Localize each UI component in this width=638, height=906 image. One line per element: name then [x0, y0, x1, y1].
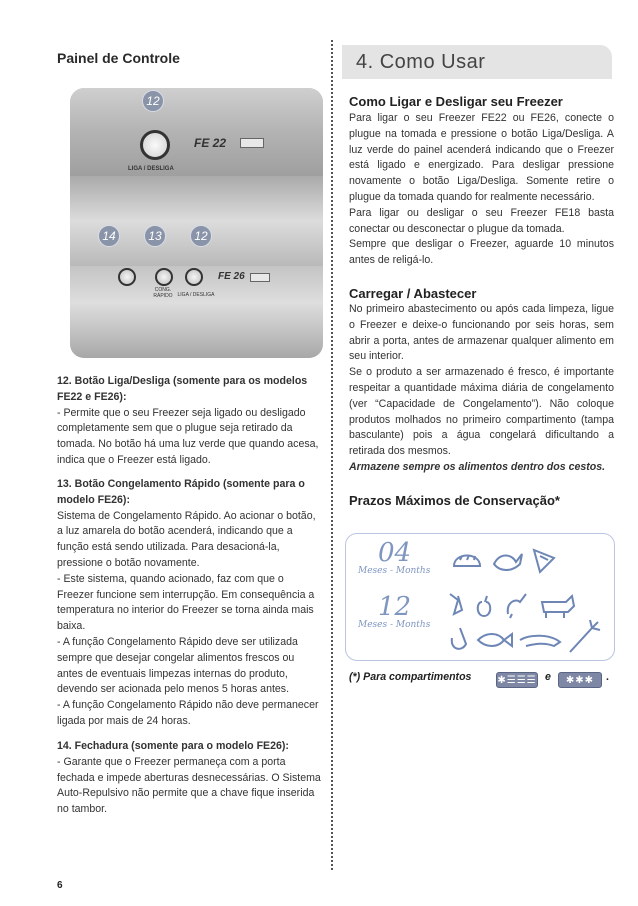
months-12-label: Meses - Months: [358, 620, 431, 630]
fish-icon: [478, 634, 512, 646]
item-14-body: - Garante que o Freezer permaneça com a porta fechada e impede aberturas desnecessárias. O Sistema Auto-Repulsivo não permite que a chave fique inserida no tambor.: [57, 755, 321, 816]
panel-indicator-fe22: [240, 138, 264, 148]
model-label-fe22: FE 22: [194, 136, 227, 150]
heading-on-off: Como Ligar e Desligar seu Freezer: [349, 94, 563, 109]
item-13-body-1: Sistema de Congelamento Rápido. Ao acionar o botão, a luz amarela do botão acenderá, indicando que a função está sendo utilizada. Para desacioná-la, pressione o botão novamente.: [57, 509, 316, 569]
bread-icon: [454, 555, 480, 566]
lock-knob-fe26: [118, 268, 136, 286]
item-13-body-2: - Este sistema, quando acionado, faz com que o Freezer funcione sem interrupção. Em consequência a temperatura no interior do Freezer se torna ainda mais baixa.: [57, 572, 315, 633]
panel-indicator-fe26: [250, 273, 270, 282]
item-13-block: [57, 477, 321, 730]
item-13-body-4: - A função Congelamento Rápido não deve permanecer ligada por mais de 24 horas.: [57, 699, 319, 727]
note-end: .: [606, 671, 609, 683]
switch-label-bottom: LIGA / DESLIGA: [177, 292, 215, 298]
conservation-table: [345, 533, 615, 661]
heading-loading: Carregar / Abastecer: [349, 286, 477, 301]
section-title: 4. Como Usar: [356, 51, 486, 73]
control-panel-photo: [70, 88, 323, 358]
beef-icon: [542, 596, 574, 618]
one-star-compartment-badge: ✱☰☰☰: [496, 672, 538, 688]
loading-text: [349, 302, 614, 476]
item-12-body: - Permite que o seu Freezer seja ligado ou desligado completamente sem que o plugue seja retirado da tomada. No botão há uma luz verde que quando acesa, indica que o Freezer está ligado.: [57, 406, 319, 466]
panel-top-strip: [70, 88, 323, 176]
fast-freeze-knob-fe26: [155, 268, 173, 286]
shrimp-icon: [520, 636, 560, 646]
months-4-number: 04: [378, 538, 412, 568]
item-14-block: [57, 739, 321, 818]
switch-label-top: LIGA / DESLIGA: [128, 166, 174, 172]
heading-conservation: Prazos Máximos de Conservação*: [349, 493, 560, 508]
food-rows-12-months: [446, 588, 606, 656]
fast-freeze-label: CONG. RÁPIDO: [153, 287, 173, 299]
item-14-title: 14. Fechadura (somente para o modelo FE26):: [57, 740, 289, 752]
carrot-icon: [570, 620, 600, 652]
sausage-icon: [452, 628, 466, 649]
loading-paragraph-2: Se o produto a ser armazenado é fresco, é importante respeitar a quantidade máxima diária de congelamento (ver “Capacidade de Congelamento”). Não coloque produtos molhados no primeiro compartimento (tampa basculante) pois a água congelará dificultando a retirada dos mesmos.: [349, 366, 614, 458]
on-off-paragraph-1: Para ligar o seu Freezer FE22 ou FE26, conecte o plugue na tomada e pressione o botão Liga/Desliga. A luz verde do painel acenderá indicando que o Freezer está ligado e energizado. Para desligar pressione novamente o botão Liga/Desliga. Somente retire o plugue da tomada quando for realmente necessário.: [349, 112, 614, 203]
months-4-label: Meses - Months: [358, 566, 431, 576]
bird-icon: [494, 554, 522, 570]
food-row-4-months: [450, 542, 560, 576]
loading-paragraph-1: No primeiro abastecimento ou após cada limpeza, ligue o Freezer e deixe-o funcionando por seis horas, sem abrir a porta, antes de armazenar qualquer alimento em seu interior.: [349, 303, 614, 363]
note-and: e: [545, 671, 551, 683]
three-star-compartment-badge: ✱✱✱: [558, 672, 602, 688]
column-divider: [331, 40, 333, 870]
compartment-note-text: (*) Para compartimentos: [349, 671, 472, 683]
callout-12-bottom: 12: [190, 225, 212, 247]
item-12-block: [57, 374, 321, 469]
model-label-fe26: FE 26: [218, 271, 245, 282]
on-off-text: [349, 111, 614, 269]
callout-12-top: 12: [142, 90, 164, 112]
page-number: 6: [57, 880, 63, 891]
callout-14: 14: [98, 225, 120, 247]
item-12-title: 12. Botão Liga/Desliga (somente para os modelos FE22 e FE26):: [57, 375, 308, 403]
power-knob-fe22: [140, 130, 170, 160]
fruit-icon: [478, 596, 491, 616]
cake-icon: [534, 550, 554, 572]
vegetable-icon: [450, 594, 462, 614]
months-12-number: 12: [378, 592, 412, 622]
poultry-icon: [508, 594, 526, 618]
compartment-note: [349, 671, 471, 683]
on-off-paragraph-3: Sempre que desligar o Freezer, aguarde 10 minutos antes de religá-lo.: [349, 238, 614, 267]
callout-13: 13: [144, 225, 166, 247]
item-13-body-3: - A função Congelamento Rápido deve ser utilizada sempre que desejar congelar alimentos frescos ou antes de eventuais limpezas internas do produto, devendo ser acionada pelo menos 5 horas antes.: [57, 635, 298, 696]
panel-middle-strip: [70, 176, 323, 266]
power-knob-fe26: [185, 268, 203, 286]
item-13-title: 13. Botão Congelamento Rápido (somente para o modelo FE26):: [57, 478, 305, 506]
control-panel-heading: Painel de Controle: [57, 50, 180, 66]
on-off-paragraph-2: Para ligar ou desligar o seu Freezer FE18 basta conectar ou desconectar o plugue da tomada.: [349, 206, 614, 235]
loading-paragraph-3: Armazene sempre os alimentos dentro dos cestos.: [349, 460, 606, 473]
